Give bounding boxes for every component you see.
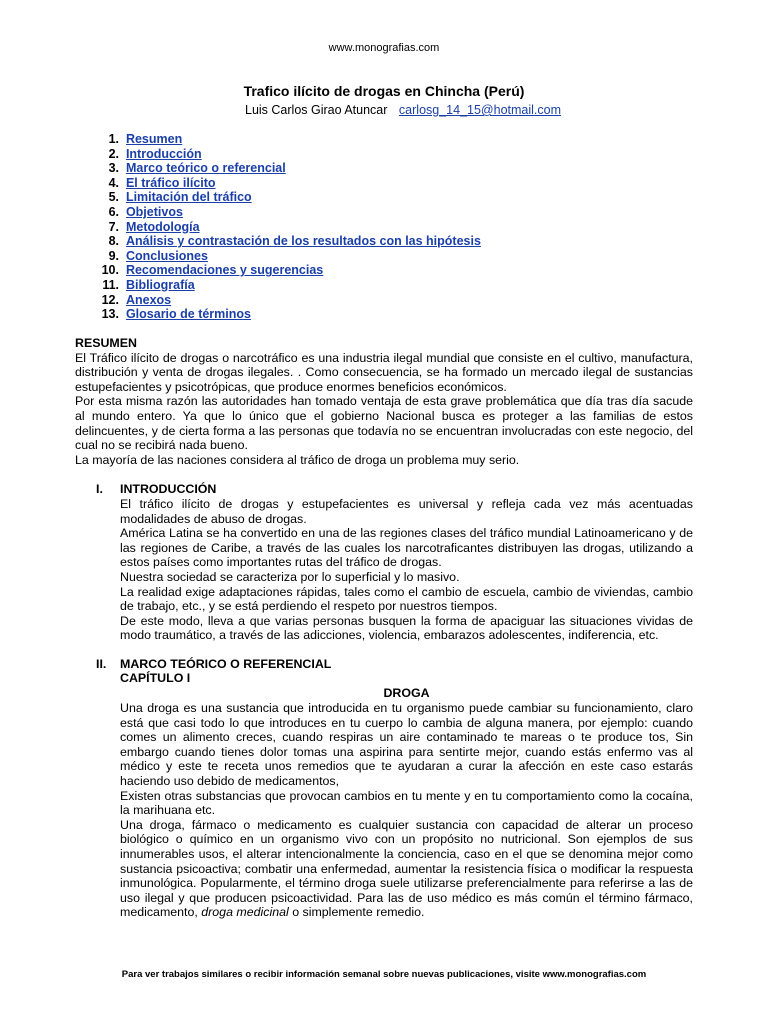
page-footer: Para ver trabajos similares o recibir información semanal sobre nuevas publicaciones, visite www.monografias.com — [121, 969, 647, 980]
toc-item — [92, 161, 481, 176]
toc-number: 4. — [108, 175, 119, 190]
toc-number: 6. — [108, 204, 119, 219]
intro-roman: I. — [96, 482, 103, 496]
chapter-heading: CAPÍTULO I — [120, 671, 191, 685]
toc-item — [92, 205, 481, 220]
toc-number: 9. — [108, 248, 119, 263]
intro-heading-row — [96, 482, 216, 497]
intro-paragraph: Nuestra sociedad se caracteriza por lo superficial y lo masivo. — [120, 569, 460, 584]
marco-roman: II. — [96, 657, 107, 671]
toc-number: 13. — [101, 307, 119, 322]
toc-number: 11. — [102, 277, 119, 292]
toc-link-anexos[interactable]: Anexos — [125, 292, 172, 307]
toc-item — [92, 176, 481, 191]
header-url: www.monografias.com — [328, 42, 440, 54]
toc-number: 1. — [108, 132, 119, 146]
toc-item — [92, 147, 481, 162]
author-name: Luis Carlos Girao Atuncar — [245, 103, 388, 117]
toc-number: 2. — [108, 146, 119, 161]
toc-item — [92, 278, 481, 293]
toc-item — [92, 263, 481, 278]
toc-link-limitacion[interactable]: Limitación del tráfico — [125, 190, 252, 205]
marco-italic-term: droga medicinal — [201, 905, 289, 920]
marco-text: o simplemente remedio. — [288, 905, 425, 920]
document-title: Trafico ilícito de drogas en Chincha (Perú) — [243, 83, 525, 99]
marco-text: Una droga, fármaco o medicamento es cualquier sustancia con capacidad de alterar un proceso biológico o químico en un organismo vivo con un propósito no nutricional. Son ejemplos de sus innumerables usos, el alterar intencionalmente la conciencia, caso en el que se denomina mejor como sustancia psicoactiva; combatir una enfermedad, aumentar la resistencia física o modificar la respuesta inmunológica. Popularmente, el término droga suele utilizarse preferencialmente para referirse a las de uso ilegal y que producen psicoactividad. Para las de uso médico es más común el término fármaco, medicamento, — [120, 817, 693, 920]
toc-number: 5. — [108, 190, 119, 205]
author-email-link[interactable]: carlosg_14_15@hotmail.com — [398, 103, 562, 117]
toc-item — [92, 234, 481, 249]
toc-item — [92, 220, 481, 235]
toc-item — [92, 307, 481, 322]
toc-link-conclusiones[interactable]: Conclusiones — [125, 248, 208, 263]
toc-link-recomendaciones[interactable]: Recomendaciones y sugerencias — [125, 263, 324, 278]
author-line — [245, 103, 561, 117]
resumen-paragraph: El Tráfico ilícito de drogas o narcotráfico es una industria ilegal mundial que consiste en el cultivo, manufactura, distribución y venta de drogas ilegales. . Como consecuencia, se ha formado un mercado ilegal de sustancias estupefacientes y psicotrópicas, que produce enormes beneficios económicos. — [75, 350, 693, 394]
toc-link-trafico[interactable]: El tráfico ilícito — [125, 175, 216, 190]
droga-subheading: DROGA — [383, 686, 430, 700]
toc-link-marco[interactable]: Marco teórico o referencial — [125, 161, 286, 176]
resumen-paragraph: Por esta misma razón las autoridades han tomado ventaja de esta grave problemática que día tras día sacude al mundo entero. Ya que lo único que el gobierno Nacional busca es proteger a las familias de estos delincuentes, y de cierta forma a las personas que todavía no se encuentran involucradas con este negocio, del cual no se recibirá nada bueno. — [75, 394, 693, 453]
marco-heading-row — [96, 657, 331, 672]
marco-body — [120, 701, 693, 920]
toc-link-glosario[interactable]: Glosario de términos — [125, 307, 251, 322]
marco-heading: MARCO TEÓRICO O REFERENCIAL — [120, 657, 332, 671]
marco-paragraph — [120, 818, 693, 920]
toc-number: 10. — [101, 263, 119, 278]
resumen-heading: RESUMEN — [75, 336, 137, 350]
toc-number: 12. — [101, 292, 119, 307]
intro-paragraph: La realidad exige adaptaciones rápidas, tales como el cambio de escuela, cambio de viviendas, cambio de trabajo, etc., y se está perdiendo el respeto por nuestros tiempos. — [120, 584, 693, 614]
toc-link-analisis[interactable]: Análisis y contrastación de los resultados con las hipótesis — [125, 234, 481, 249]
toc-item — [92, 132, 481, 147]
toc-number: 8. — [108, 234, 119, 249]
toc-number: 7. — [108, 219, 119, 234]
toc-item — [92, 249, 481, 264]
marco-paragraph: Una droga es una sustancia que introducida en tu organismo puede cambiar su funcionamiento, claro está que casi todo lo que introduces en tu cuerpo lo cambia de alguna manera, por ejemplo: cuando comes un alimento creces, cuando respiras un aire contaminado te mareas o te produce tos, Sin embargo cuando tienes dolor tomas una aspirina para sentirte mejor, cuando estás enfermo vas al médico y este te receta unos remedios que te ayudaran a curar la afección en este caso estarás haciendo uso debido de medicamentos, — [120, 701, 693, 788]
toc-item — [92, 190, 481, 205]
toc-link-introduccion[interactable]: Introducción — [125, 146, 202, 161]
intro-paragraph: De este modo, lleva a que varias personas busquen la forma de apaciguar las situaciones vividas de modo traumático, a través de las adicciones, violencia, embarazos adolescentes, indiferencia, etc. — [120, 613, 693, 643]
table-of-contents — [92, 132, 481, 322]
intro-body — [120, 497, 693, 643]
toc-link-metodologia[interactable]: Metodología — [125, 219, 200, 234]
intro-paragraph: América Latina se ha convertido en una de las regiones clases del tráfico mundial Latinoamericano y de las regiones de Caribe, a través de las cuales los narcotraficantes distribuyen las drogas, utilizando a estos países como importantes rutas del tráfico de drogas. — [120, 526, 693, 570]
toc-link-bibliografia[interactable]: Bibliografía — [125, 277, 195, 292]
resumen-section — [75, 336, 693, 467]
marco-paragraph: Existen otras substancias que provocan cambios en tu mente y en tu comportamiento como la cocaína, la marihuana etc. — [120, 788, 693, 818]
intro-paragraph: El tráfico ilícito de drogas y estupefacientes es universal y refleja cada vez más acentuadas modalidades de abuso de drogas. — [120, 497, 693, 526]
toc-number: 3. — [108, 161, 119, 176]
toc-item — [92, 293, 481, 308]
resumen-paragraph: La mayoría de las naciones considera al tráfico de droga un problema muy serio. — [75, 452, 520, 467]
toc-link-resumen[interactable]: Resumen — [125, 132, 183, 146]
intro-heading: INTRODUCCIÓN — [120, 482, 217, 496]
toc-link-objetivos[interactable]: Objetivos — [125, 204, 183, 219]
